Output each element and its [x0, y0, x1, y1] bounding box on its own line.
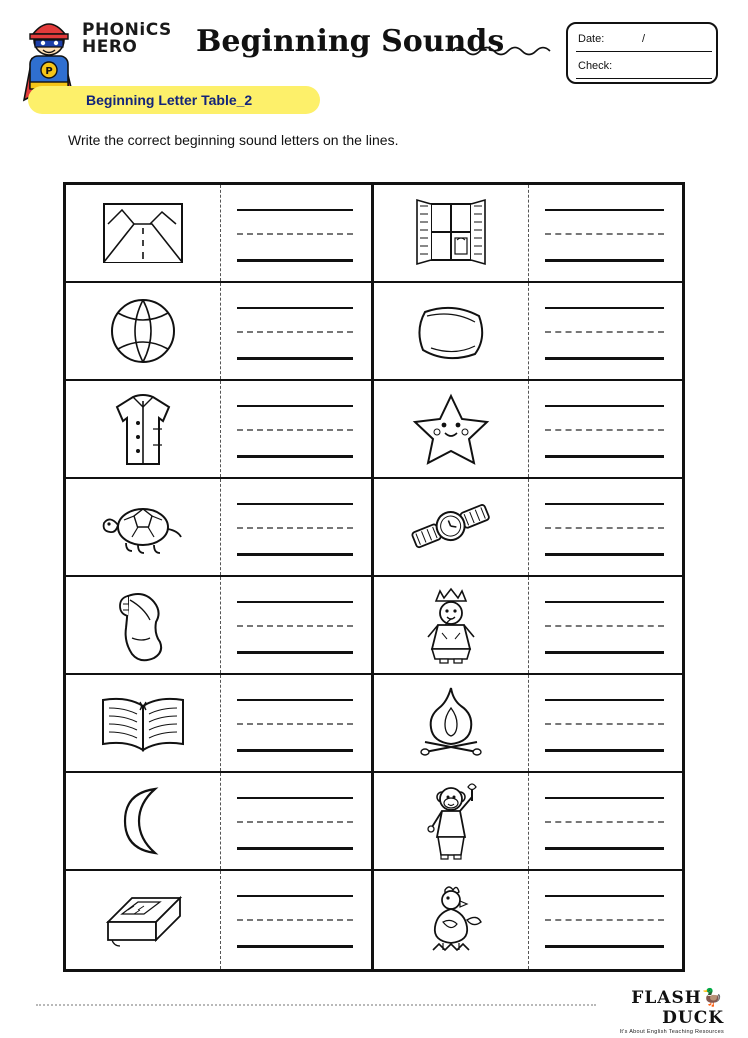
writing-lines[interactable]: [221, 577, 371, 673]
writing-line-top: [237, 699, 353, 701]
window-icon: [374, 185, 529, 281]
writing-lines[interactable]: [529, 185, 682, 281]
writing-line-middle: [237, 233, 353, 235]
table-cell: [66, 283, 374, 379]
table-row: [66, 283, 682, 381]
writing-line-bottom: [545, 749, 664, 752]
arm-icon: [66, 577, 221, 673]
table-row: [66, 675, 682, 773]
writing-lines[interactable]: [221, 479, 371, 575]
table-cell: [66, 479, 374, 575]
writing-lines[interactable]: [221, 185, 371, 281]
table-cell: [66, 381, 374, 477]
writing-line-middle: [237, 723, 353, 725]
writing-line-top: [545, 797, 664, 799]
writing-line-top: [237, 503, 353, 505]
writing-lines[interactable]: [529, 381, 682, 477]
writing-line-middle: [545, 331, 664, 333]
table-row: [66, 479, 682, 577]
moon-icon: [66, 773, 221, 869]
writing-line-top: [545, 601, 664, 603]
watch-icon: [374, 479, 529, 575]
writing-line-top: [237, 895, 353, 897]
coat-icon: [66, 381, 221, 477]
writing-line-top: [237, 307, 353, 309]
table-cell: [374, 185, 682, 281]
writing-line-bottom: [545, 259, 664, 262]
writing-lines[interactable]: [529, 577, 682, 673]
monkey-icon: [374, 773, 529, 869]
footer-divider: [36, 1004, 596, 1006]
writing-line-top: [545, 699, 664, 701]
writing-line-middle: [545, 625, 664, 627]
flashduck-tagline: It's About English Teaching Resources: [619, 1029, 724, 1035]
writing-line-middle: [237, 625, 353, 627]
squiggle-divider: [452, 44, 562, 58]
turtle-icon: [66, 479, 221, 575]
writing-line-top: [545, 307, 664, 309]
writing-line-bottom: [545, 847, 664, 850]
writing-lines[interactable]: [529, 283, 682, 379]
writing-lines[interactable]: [529, 675, 682, 771]
writing-line-bottom: [545, 553, 664, 556]
writing-line-top: [237, 601, 353, 603]
flashduck-word-1: FLASH: [631, 988, 702, 1008]
writing-line-top: [545, 209, 664, 211]
pillow-icon: [374, 283, 529, 379]
writing-lines[interactable]: [529, 773, 682, 869]
table-cell: [66, 675, 374, 771]
table-cell: [374, 283, 682, 379]
writing-lines[interactable]: [221, 675, 371, 771]
table-cell: [66, 871, 374, 969]
writing-line-top: [237, 797, 353, 799]
writing-lines[interactable]: [221, 773, 371, 869]
flashduck-wordmark: [592, 988, 724, 1028]
fire-icon: [374, 675, 529, 771]
writing-line-bottom: [237, 259, 353, 262]
writing-line-bottom: [237, 651, 353, 654]
flashduck-logo: [592, 988, 724, 1035]
table-cell: [374, 871, 682, 969]
instructions-text: Write the correct beginning sound letters on the lines.: [68, 132, 399, 148]
writing-line-top: [237, 405, 353, 407]
writing-line-middle: [545, 233, 664, 235]
date-label: Date:: [578, 33, 605, 45]
worksheet-subtitle-pill: [28, 86, 320, 114]
writing-lines[interactable]: [221, 283, 371, 379]
brand-wordmark: [82, 22, 192, 56]
table-cell: [374, 381, 682, 477]
writing-line-top: [545, 895, 664, 897]
writing-line-bottom: [237, 945, 353, 948]
check-rule: [576, 78, 712, 79]
table-row: [66, 773, 682, 871]
svg-text:P: P: [45, 66, 53, 77]
writing-line-top: [545, 405, 664, 407]
writing-line-middle: [545, 527, 664, 529]
book-icon: [66, 675, 221, 771]
writing-line-middle: [237, 527, 353, 529]
page-title: Beginning Sounds: [196, 24, 505, 59]
writing-line-middle: [545, 821, 664, 823]
worksheet-subtitle: Beginning Letter Table_2: [86, 92, 253, 108]
writing-line-middle: [237, 429, 353, 431]
table-cell: [66, 185, 374, 281]
writing-line-middle: [545, 429, 664, 431]
writing-line-top: [237, 209, 353, 211]
table-cell: [374, 479, 682, 575]
writing-line-bottom: [237, 455, 353, 458]
ball-icon: [66, 283, 221, 379]
table-cell: [66, 773, 374, 869]
writing-line-bottom: [237, 847, 353, 850]
writing-lines[interactable]: [221, 381, 371, 477]
date-slash: /: [642, 33, 646, 45]
writing-line-bottom: [545, 455, 664, 458]
box-icon: [66, 871, 221, 969]
flashduck-word-2: DUCK: [662, 1008, 724, 1028]
table-row: [66, 381, 682, 479]
writing-lines[interactable]: [529, 871, 682, 969]
page-header: [0, 0, 748, 130]
writing-line-middle: [237, 821, 353, 823]
writing-line-bottom: [545, 945, 664, 948]
brand-line-2: HERO: [82, 37, 138, 57]
worksheet-table: [63, 182, 685, 972]
hen-icon: [374, 871, 529, 969]
table-row: [66, 871, 682, 969]
date-check-box: [566, 22, 718, 84]
writing-line-top: [545, 503, 664, 505]
brand-line-1: PHONiCS: [82, 20, 172, 40]
writing-lines[interactable]: [221, 871, 371, 969]
writing-line-middle: [237, 919, 353, 921]
writing-lines[interactable]: [529, 479, 682, 575]
table-cell: [66, 577, 374, 673]
table-cell: [374, 675, 682, 771]
check-label: Check:: [578, 60, 613, 72]
table-row: [66, 185, 682, 283]
writing-line-middle: [545, 919, 664, 921]
table-cell: [374, 577, 682, 673]
date-rule: [576, 51, 712, 52]
table-cell: [374, 773, 682, 869]
duck-icon: 🦆: [701, 988, 724, 1008]
writing-line-bottom: [545, 357, 664, 360]
star-icon: [374, 381, 529, 477]
writing-line-bottom: [237, 553, 353, 556]
writing-line-bottom: [237, 749, 353, 752]
table-row: [66, 577, 682, 675]
king-icon: [374, 577, 529, 673]
writing-line-bottom: [237, 357, 353, 360]
writing-line-middle: [237, 331, 353, 333]
writing-line-bottom: [545, 651, 664, 654]
writing-line-middle: [545, 723, 664, 725]
road-icon: [66, 185, 221, 281]
